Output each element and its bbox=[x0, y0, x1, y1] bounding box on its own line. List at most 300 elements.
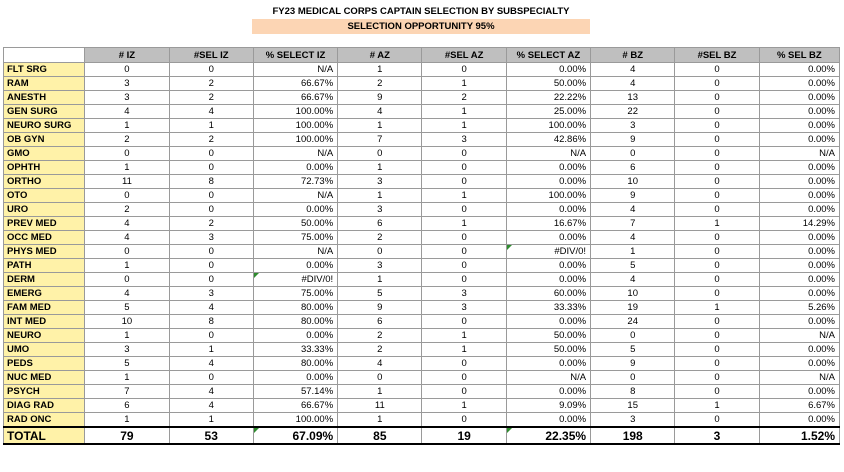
cell-sel-bz[interactable]: 0 bbox=[675, 315, 759, 329]
cell-pct-iz[interactable]: 66.67% bbox=[253, 77, 337, 91]
cell-bz[interactable]: 9 bbox=[591, 133, 675, 147]
cell-sel-iz[interactable]: 8 bbox=[169, 315, 253, 329]
cell-az[interactable]: 5 bbox=[338, 287, 422, 301]
cell-iz[interactable]: 0 bbox=[85, 63, 169, 77]
header-corner-cell[interactable] bbox=[4, 48, 85, 63]
cell-bz[interactable]: 13 bbox=[591, 91, 675, 105]
cell-bz[interactable]: 6 bbox=[591, 161, 675, 175]
cell-sel-bz[interactable]: 0 bbox=[675, 161, 759, 175]
cell-iz[interactable]: 5 bbox=[85, 357, 169, 371]
cell-pct-bz[interactable]: 0.00% bbox=[759, 105, 839, 119]
cell-pct-bz[interactable]: 0.00% bbox=[759, 161, 839, 175]
cell-pct-az[interactable]: 0.00% bbox=[506, 385, 590, 399]
subspecialty-cell[interactable]: ORTHO bbox=[4, 175, 85, 189]
cell-pct-bz[interactable]: 0.00% bbox=[759, 357, 839, 371]
cell-iz[interactable]: 2 bbox=[85, 203, 169, 217]
cell-az[interactable]: 0 bbox=[338, 371, 422, 385]
cell-sel-iz[interactable]: 0 bbox=[169, 161, 253, 175]
cell-az[interactable]: 2 bbox=[338, 329, 422, 343]
cell-sel-az[interactable]: 0 bbox=[422, 385, 506, 399]
cell-bz[interactable]: 3 bbox=[591, 413, 675, 428]
cell-sel-iz[interactable]: 3 bbox=[169, 287, 253, 301]
cell-iz[interactable]: 5 bbox=[85, 301, 169, 315]
cell-pct-bz[interactable]: 0.00% bbox=[759, 259, 839, 273]
cell-sel-bz[interactable]: 0 bbox=[675, 259, 759, 273]
cell-iz[interactable]: 4 bbox=[85, 105, 169, 119]
subspecialty-cell[interactable]: OB GYN bbox=[4, 133, 85, 147]
cell-sel-bz[interactable]: 0 bbox=[675, 385, 759, 399]
cell-az[interactable]: 3 bbox=[338, 203, 422, 217]
cell-iz[interactable]: 7 bbox=[85, 385, 169, 399]
cell-sel-az[interactable]: 0 bbox=[422, 245, 506, 259]
cell-iz[interactable]: 11 bbox=[85, 175, 169, 189]
cell-sel-bz[interactable]: 0 bbox=[675, 245, 759, 259]
cell-sel-az[interactable]: 1 bbox=[422, 217, 506, 231]
cell-sel-iz[interactable]: 3 bbox=[169, 231, 253, 245]
col-header-pct-bz[interactable]: % SEL BZ bbox=[759, 48, 839, 63]
cell-sel-az[interactable]: 1 bbox=[422, 329, 506, 343]
cell-sel-iz[interactable]: 0 bbox=[169, 245, 253, 259]
cell-sel-az[interactable]: 1 bbox=[422, 343, 506, 357]
cell-pct-az[interactable]: 60.00% bbox=[506, 287, 590, 301]
cell-az[interactable]: 85 bbox=[338, 427, 422, 444]
cell-pct-iz[interactable]: 66.67% bbox=[253, 91, 337, 105]
cell-bz[interactable]: 15 bbox=[591, 399, 675, 413]
cell-sel-bz[interactable]: 0 bbox=[675, 357, 759, 371]
cell-pct-bz[interactable]: 0.00% bbox=[759, 245, 839, 259]
sheet-subtitle: SELECTION OPPORTUNITY 95% bbox=[252, 19, 590, 34]
cell-iz[interactable]: 1 bbox=[85, 119, 169, 133]
cell-az[interactable]: 9 bbox=[338, 91, 422, 105]
cell-pct-az[interactable]: 0.00% bbox=[506, 161, 590, 175]
cell-iz[interactable]: 3 bbox=[85, 91, 169, 105]
cell-sel-az[interactable]: 2 bbox=[422, 91, 506, 105]
cell-az[interactable]: 1 bbox=[338, 63, 422, 77]
cell-sel-bz[interactable]: 0 bbox=[675, 273, 759, 287]
cell-pct-bz[interactable]: 0.00% bbox=[759, 287, 839, 301]
cell-sel-az[interactable]: 3 bbox=[422, 287, 506, 301]
cell-sel-az[interactable]: 0 bbox=[422, 161, 506, 175]
cell-pct-az[interactable]: 22.35% bbox=[506, 427, 590, 444]
cell-pct-az[interactable]: 22.22% bbox=[506, 91, 590, 105]
cell-bz[interactable]: 0 bbox=[591, 329, 675, 343]
cell-az[interactable]: 2 bbox=[338, 231, 422, 245]
cell-pct-bz[interactable]: 5.26% bbox=[759, 301, 839, 315]
cell-pct-bz[interactable]: 0.00% bbox=[759, 231, 839, 245]
cell-pct-iz[interactable]: N/A bbox=[253, 245, 337, 259]
cell-iz[interactable]: 0 bbox=[85, 189, 169, 203]
cell-pct-bz[interactable]: 0.00% bbox=[759, 315, 839, 329]
subspecialty-cell[interactable]: OTO bbox=[4, 189, 85, 203]
cell-pct-bz[interactable]: 1.52% bbox=[759, 427, 839, 444]
cell-sel-bz[interactable]: 0 bbox=[675, 77, 759, 91]
cell-pct-iz[interactable]: 57.14% bbox=[253, 385, 337, 399]
table-row bbox=[4, 63, 840, 77]
cell-pct-iz[interactable]: 0.00% bbox=[253, 161, 337, 175]
cell-sel-iz[interactable]: 4 bbox=[169, 357, 253, 371]
table-row bbox=[4, 175, 840, 189]
cell-sel-bz[interactable]: 0 bbox=[675, 329, 759, 343]
cell-bz[interactable]: 9 bbox=[591, 357, 675, 371]
cell-sel-az[interactable]: 0 bbox=[422, 371, 506, 385]
col-header-az[interactable]: # AZ bbox=[338, 48, 422, 63]
cell-iz[interactable]: 3 bbox=[85, 343, 169, 357]
table-row bbox=[4, 413, 840, 428]
title-block bbox=[252, 4, 590, 34]
cell-pct-az[interactable]: 0.00% bbox=[506, 273, 590, 287]
cell-sel-bz[interactable]: 0 bbox=[675, 343, 759, 357]
cell-az[interactable]: 3 bbox=[338, 175, 422, 189]
cell-sel-iz[interactable]: 0 bbox=[169, 273, 253, 287]
subspecialty-cell[interactable]: NEURO bbox=[4, 329, 85, 343]
cell-sel-iz[interactable]: 53 bbox=[169, 427, 253, 444]
cell-bz[interactable]: 4 bbox=[591, 273, 675, 287]
cell-az[interactable]: 6 bbox=[338, 217, 422, 231]
cell-sel-az[interactable]: 3 bbox=[422, 301, 506, 315]
subspecialty-cell[interactable]: DIAG RAD bbox=[4, 399, 85, 413]
cell-sel-iz[interactable]: 4 bbox=[169, 385, 253, 399]
cell-az[interactable]: 4 bbox=[338, 105, 422, 119]
cell-sel-bz[interactable]: 3 bbox=[675, 427, 759, 444]
cell-sel-iz[interactable]: 0 bbox=[169, 329, 253, 343]
subspecialty-cell[interactable]: PREV MED bbox=[4, 217, 85, 231]
cell-pct-iz[interactable]: 100.00% bbox=[253, 133, 337, 147]
subspecialty-cell[interactable]: FLT SRG bbox=[4, 63, 85, 77]
cell-iz[interactable]: 1 bbox=[85, 329, 169, 343]
cell-pct-az[interactable]: 0.00% bbox=[506, 231, 590, 245]
table-row bbox=[4, 189, 840, 203]
cell-az[interactable]: 1 bbox=[338, 189, 422, 203]
cell-sel-bz[interactable]: 0 bbox=[675, 189, 759, 203]
subspecialty-cell[interactable]: GEN SURG bbox=[4, 105, 85, 119]
cell-pct-az[interactable]: #DIV/0! bbox=[506, 245, 590, 259]
cell-bz[interactable]: 19 bbox=[591, 301, 675, 315]
cell-sel-az[interactable]: 0 bbox=[422, 315, 506, 329]
col-header-sel-iz[interactable]: #SEL IZ bbox=[169, 48, 253, 63]
cell-pct-az[interactable]: 9.09% bbox=[506, 399, 590, 413]
cell-sel-az[interactable]: 1 bbox=[422, 119, 506, 133]
cell-pct-iz[interactable]: #DIV/0! bbox=[253, 273, 337, 287]
sheet-title: FY23 MEDICAL CORPS CAPTAIN SELECTION BY SUBSPECIALTY bbox=[272, 6, 570, 17]
cell-bz[interactable]: 4 bbox=[591, 231, 675, 245]
table-row bbox=[4, 133, 840, 147]
cell-pct-az[interactable]: N/A bbox=[506, 371, 590, 385]
cell-pct-iz[interactable]: 0.00% bbox=[253, 203, 337, 217]
cell-bz[interactable]: 8 bbox=[591, 385, 675, 399]
cell-pct-az[interactable]: 100.00% bbox=[506, 189, 590, 203]
cell-pct-bz[interactable]: 0.00% bbox=[759, 343, 839, 357]
cell-iz[interactable]: 0 bbox=[85, 273, 169, 287]
cell-sel-az[interactable]: 0 bbox=[422, 203, 506, 217]
cell-az[interactable]: 3 bbox=[338, 259, 422, 273]
cell-pct-az[interactable]: 0.00% bbox=[506, 259, 590, 273]
cell-pct-az[interactable]: 25.00% bbox=[506, 105, 590, 119]
table-row bbox=[4, 161, 840, 175]
cell-sel-iz[interactable]: 0 bbox=[169, 189, 253, 203]
table-row bbox=[4, 357, 840, 371]
cell-bz[interactable]: 4 bbox=[591, 63, 675, 77]
subspecialty-cell[interactable]: NEURO SURG bbox=[4, 119, 85, 133]
cell-bz[interactable]: 4 bbox=[591, 77, 675, 91]
cell-bz[interactable]: 1 bbox=[591, 245, 675, 259]
col-header-pct-iz[interactable]: % SELECT IZ bbox=[253, 48, 337, 63]
cell-sel-az[interactable]: 0 bbox=[422, 273, 506, 287]
cell-sel-iz[interactable]: 2 bbox=[169, 217, 253, 231]
cell-iz[interactable]: 1 bbox=[85, 413, 169, 428]
subspecialty-cell[interactable]: NUC MED bbox=[4, 371, 85, 385]
cell-pct-az[interactable]: 50.00% bbox=[506, 77, 590, 91]
cell-az[interactable]: 6 bbox=[338, 315, 422, 329]
col-header-sel-bz[interactable]: #SEL BZ bbox=[675, 48, 759, 63]
subspecialty-cell[interactable]: PSYCH bbox=[4, 385, 85, 399]
cell-pct-az[interactable]: 16.67% bbox=[506, 217, 590, 231]
cell-pct-iz[interactable]: 50.00% bbox=[253, 217, 337, 231]
subspecialty-cell[interactable]: RAD ONC bbox=[4, 413, 85, 428]
table-row bbox=[4, 217, 840, 231]
subspecialty-cell[interactable]: URO bbox=[4, 203, 85, 217]
cell-sel-iz[interactable]: 2 bbox=[169, 91, 253, 105]
subspecialty-cell[interactable]: GMO bbox=[4, 147, 85, 161]
cell-sel-bz[interactable]: 0 bbox=[675, 133, 759, 147]
cell-bz[interactable]: 10 bbox=[591, 175, 675, 189]
subspecialty-cell[interactable]: INT MED bbox=[4, 315, 85, 329]
subspecialty-cell[interactable]: PHYS MED bbox=[4, 245, 85, 259]
cell-pct-bz[interactable]: 0.00% bbox=[759, 77, 839, 91]
cell-bz[interactable]: 5 bbox=[591, 343, 675, 357]
cell-pct-iz[interactable]: 80.00% bbox=[253, 315, 337, 329]
cell-iz[interactable]: 2 bbox=[85, 133, 169, 147]
cell-pct-az[interactable]: 100.00% bbox=[506, 119, 590, 133]
cell-pct-iz[interactable]: 66.67% bbox=[253, 399, 337, 413]
subspecialty-cell[interactable]: PATH bbox=[4, 259, 85, 273]
cell-pct-az[interactable]: 0.00% bbox=[506, 203, 590, 217]
cell-pct-az[interactable]: 0.00% bbox=[506, 357, 590, 371]
cell-pct-az[interactable]: 0.00% bbox=[506, 315, 590, 329]
subspecialty-cell[interactable]: PEDS bbox=[4, 357, 85, 371]
cell-az[interactable]: 1 bbox=[338, 385, 422, 399]
cell-iz[interactable]: 3 bbox=[85, 77, 169, 91]
cell-pct-az[interactable]: 33.33% bbox=[506, 301, 590, 315]
cell-pct-bz[interactable]: 6.67% bbox=[759, 399, 839, 413]
cell-iz[interactable]: 0 bbox=[85, 147, 169, 161]
cell-iz[interactable]: 4 bbox=[85, 287, 169, 301]
table-row bbox=[4, 371, 840, 385]
cell-az[interactable]: 4 bbox=[338, 357, 422, 371]
cell-pct-bz[interactable]: 0.00% bbox=[759, 189, 839, 203]
cell-pct-bz[interactable]: 0.00% bbox=[759, 91, 839, 105]
cell-pct-bz[interactable]: 0.00% bbox=[759, 175, 839, 189]
cell-az[interactable]: 11 bbox=[338, 399, 422, 413]
cell-sel-iz[interactable]: 0 bbox=[169, 203, 253, 217]
cell-az[interactable]: 2 bbox=[338, 343, 422, 357]
cell-sel-az[interactable]: 0 bbox=[422, 147, 506, 161]
cell-sel-iz[interactable]: 1 bbox=[169, 119, 253, 133]
cell-bz[interactable]: 24 bbox=[591, 315, 675, 329]
cell-bz[interactable]: 0 bbox=[591, 371, 675, 385]
cell-pct-bz[interactable]: 0.00% bbox=[759, 63, 839, 77]
cell-bz[interactable]: 3 bbox=[591, 119, 675, 133]
cell-pct-iz[interactable]: 100.00% bbox=[253, 119, 337, 133]
cell-sel-az[interactable]: 0 bbox=[422, 231, 506, 245]
cell-bz[interactable]: 0 bbox=[591, 147, 675, 161]
cell-sel-iz[interactable]: 2 bbox=[169, 133, 253, 147]
cell-bz[interactable]: 9 bbox=[591, 189, 675, 203]
cell-pct-az[interactable]: 50.00% bbox=[506, 329, 590, 343]
cell-pct-iz[interactable]: 67.09% bbox=[253, 427, 337, 444]
table-row bbox=[4, 287, 840, 301]
cell-pct-iz[interactable]: 80.00% bbox=[253, 301, 337, 315]
cell-az[interactable]: 9 bbox=[338, 301, 422, 315]
col-header-sel-az[interactable]: #SEL AZ bbox=[422, 48, 506, 63]
cell-pct-iz[interactable]: N/A bbox=[253, 63, 337, 77]
cell-sel-iz[interactable]: 8 bbox=[169, 175, 253, 189]
subspecialty-cell[interactable]: FAM MED bbox=[4, 301, 85, 315]
cell-iz[interactable]: 4 bbox=[85, 217, 169, 231]
cell-iz[interactable]: 4 bbox=[85, 231, 169, 245]
cell-sel-iz[interactable]: 1 bbox=[169, 413, 253, 428]
table-row bbox=[4, 259, 840, 273]
cell-sel-az[interactable]: 0 bbox=[422, 175, 506, 189]
cell-sel-iz[interactable]: 4 bbox=[169, 399, 253, 413]
cell-sel-iz[interactable]: 0 bbox=[169, 147, 253, 161]
cell-sel-iz[interactable]: 4 bbox=[169, 301, 253, 315]
cell-sel-bz[interactable]: 0 bbox=[675, 371, 759, 385]
cell-pct-iz[interactable]: 0.00% bbox=[253, 259, 337, 273]
cell-bz[interactable]: 5 bbox=[591, 259, 675, 273]
cell-pct-iz[interactable]: 100.00% bbox=[253, 413, 337, 428]
subspecialty-cell[interactable]: DERM bbox=[4, 273, 85, 287]
cell-sel-iz[interactable]: 1 bbox=[169, 343, 253, 357]
cell-sel-az[interactable]: 0 bbox=[422, 259, 506, 273]
cell-pct-iz[interactable]: 0.00% bbox=[253, 329, 337, 343]
cell-bz[interactable]: 7 bbox=[591, 217, 675, 231]
cell-sel-az[interactable]: 1 bbox=[422, 399, 506, 413]
cell-sel-az[interactable]: 1 bbox=[422, 77, 506, 91]
cell-az[interactable]: 0 bbox=[338, 245, 422, 259]
cell-pct-iz[interactable]: 80.00% bbox=[253, 357, 337, 371]
subspecialty-cell[interactable]: OCC MED bbox=[4, 231, 85, 245]
cell-az[interactable]: 1 bbox=[338, 161, 422, 175]
cell-pct-bz[interactable]: 0.00% bbox=[759, 385, 839, 399]
cell-iz[interactable]: 0 bbox=[85, 245, 169, 259]
subspecialty-cell[interactable]: OPHTH bbox=[4, 161, 85, 175]
cell-sel-bz[interactable]: 0 bbox=[675, 91, 759, 105]
cell-pct-iz[interactable]: 75.00% bbox=[253, 287, 337, 301]
cell-pct-bz[interactable]: 0.00% bbox=[759, 273, 839, 287]
cell-pct-bz[interactable]: 0.00% bbox=[759, 133, 839, 147]
cell-sel-iz[interactable]: 4 bbox=[169, 105, 253, 119]
cell-sel-iz[interactable]: 0 bbox=[169, 63, 253, 77]
cell-pct-az[interactable]: 0.00% bbox=[506, 413, 590, 428]
cell-sel-iz[interactable]: 0 bbox=[169, 371, 253, 385]
cell-sel-iz[interactable]: 2 bbox=[169, 77, 253, 91]
cell-bz[interactable]: 10 bbox=[591, 287, 675, 301]
col-header-iz[interactable]: # IZ bbox=[85, 48, 169, 63]
cell-pct-bz[interactable]: N/A bbox=[759, 371, 839, 385]
cell-iz[interactable]: 1 bbox=[85, 259, 169, 273]
cell-sel-az[interactable]: 0 bbox=[422, 413, 506, 428]
cell-az[interactable]: 7 bbox=[338, 133, 422, 147]
cell-sel-bz[interactable]: 0 bbox=[675, 287, 759, 301]
cell-pct-az[interactable]: 50.00% bbox=[506, 343, 590, 357]
subspecialty-cell[interactable]: EMERG bbox=[4, 287, 85, 301]
cell-sel-az[interactable]: 0 bbox=[422, 63, 506, 77]
cell-pct-iz[interactable]: 33.33% bbox=[253, 343, 337, 357]
cell-az[interactable]: 1 bbox=[338, 119, 422, 133]
cell-sel-az[interactable]: 19 bbox=[422, 427, 506, 444]
cell-bz[interactable]: 4 bbox=[591, 203, 675, 217]
cell-sel-bz[interactable]: 0 bbox=[675, 175, 759, 189]
cell-iz[interactable]: 1 bbox=[85, 161, 169, 175]
cell-sel-bz[interactable]: 0 bbox=[675, 119, 759, 133]
cell-sel-bz[interactable]: 0 bbox=[675, 231, 759, 245]
cell-pct-bz[interactable]: 0.00% bbox=[759, 413, 839, 428]
cell-iz[interactable]: 79 bbox=[85, 427, 169, 444]
cell-sel-bz[interactable]: 1 bbox=[675, 399, 759, 413]
cell-pct-iz[interactable]: 75.00% bbox=[253, 231, 337, 245]
cell-az[interactable]: 1 bbox=[338, 273, 422, 287]
cell-pct-bz[interactable]: 14.29% bbox=[759, 217, 839, 231]
cell-bz[interactable]: 22 bbox=[591, 105, 675, 119]
cell-sel-bz[interactable]: 1 bbox=[675, 301, 759, 315]
cell-sel-bz[interactable]: 1 bbox=[675, 217, 759, 231]
cell-pct-az[interactable]: 42.86% bbox=[506, 133, 590, 147]
cell-pct-iz[interactable]: 0.00% bbox=[253, 371, 337, 385]
cell-pct-iz[interactable]: 100.00% bbox=[253, 105, 337, 119]
cell-iz[interactable]: 6 bbox=[85, 399, 169, 413]
cell-sel-az[interactable]: 3 bbox=[422, 133, 506, 147]
table-row bbox=[4, 315, 840, 329]
cell-az[interactable]: 1 bbox=[338, 413, 422, 428]
cell-sel-bz[interactable]: 0 bbox=[675, 147, 759, 161]
table-row bbox=[4, 273, 840, 287]
cell-az[interactable]: 2 bbox=[338, 77, 422, 91]
cell-pct-az[interactable]: 0.00% bbox=[506, 63, 590, 77]
column-header-row bbox=[4, 48, 840, 63]
col-header-bz[interactable]: # BZ bbox=[591, 48, 675, 63]
cell-pct-az[interactable]: N/A bbox=[506, 147, 590, 161]
cell-sel-az[interactable]: 0 bbox=[422, 357, 506, 371]
cell-sel-bz[interactable]: 0 bbox=[675, 105, 759, 119]
cell-iz[interactable]: 1 bbox=[85, 371, 169, 385]
cell-pct-iz[interactable]: N/A bbox=[253, 147, 337, 161]
subspecialty-cell[interactable]: UMO bbox=[4, 343, 85, 357]
subspecialty-cell[interactable]: TOTAL bbox=[4, 427, 85, 444]
cell-bz[interactable]: 198 bbox=[591, 427, 675, 444]
cell-pct-az[interactable]: 0.00% bbox=[506, 175, 590, 189]
cell-pct-bz[interactable]: N/A bbox=[759, 147, 839, 161]
cell-sel-iz[interactable]: 0 bbox=[169, 259, 253, 273]
cell-sel-bz[interactable]: 0 bbox=[675, 203, 759, 217]
cell-sel-bz[interactable]: 0 bbox=[675, 413, 759, 428]
table-row bbox=[4, 301, 840, 315]
cell-sel-bz[interactable]: 0 bbox=[675, 63, 759, 77]
cell-pct-iz[interactable]: N/A bbox=[253, 189, 337, 203]
table-row bbox=[4, 399, 840, 413]
cell-pct-iz[interactable]: 72.73% bbox=[253, 175, 337, 189]
subspecialty-cell[interactable]: ANESTH bbox=[4, 91, 85, 105]
cell-pct-bz[interactable]: N/A bbox=[759, 329, 839, 343]
cell-iz[interactable]: 10 bbox=[85, 315, 169, 329]
subspecialty-cell[interactable]: RAM bbox=[4, 77, 85, 91]
selection-table bbox=[3, 47, 840, 445]
cell-pct-bz[interactable]: 0.00% bbox=[759, 203, 839, 217]
col-header-pct-az[interactable]: % SELECT AZ bbox=[506, 48, 590, 63]
cell-sel-az[interactable]: 1 bbox=[422, 189, 506, 203]
cell-az[interactable]: 0 bbox=[338, 147, 422, 161]
cell-sel-az[interactable]: 1 bbox=[422, 105, 506, 119]
cell-pct-bz[interactable]: 0.00% bbox=[759, 119, 839, 133]
